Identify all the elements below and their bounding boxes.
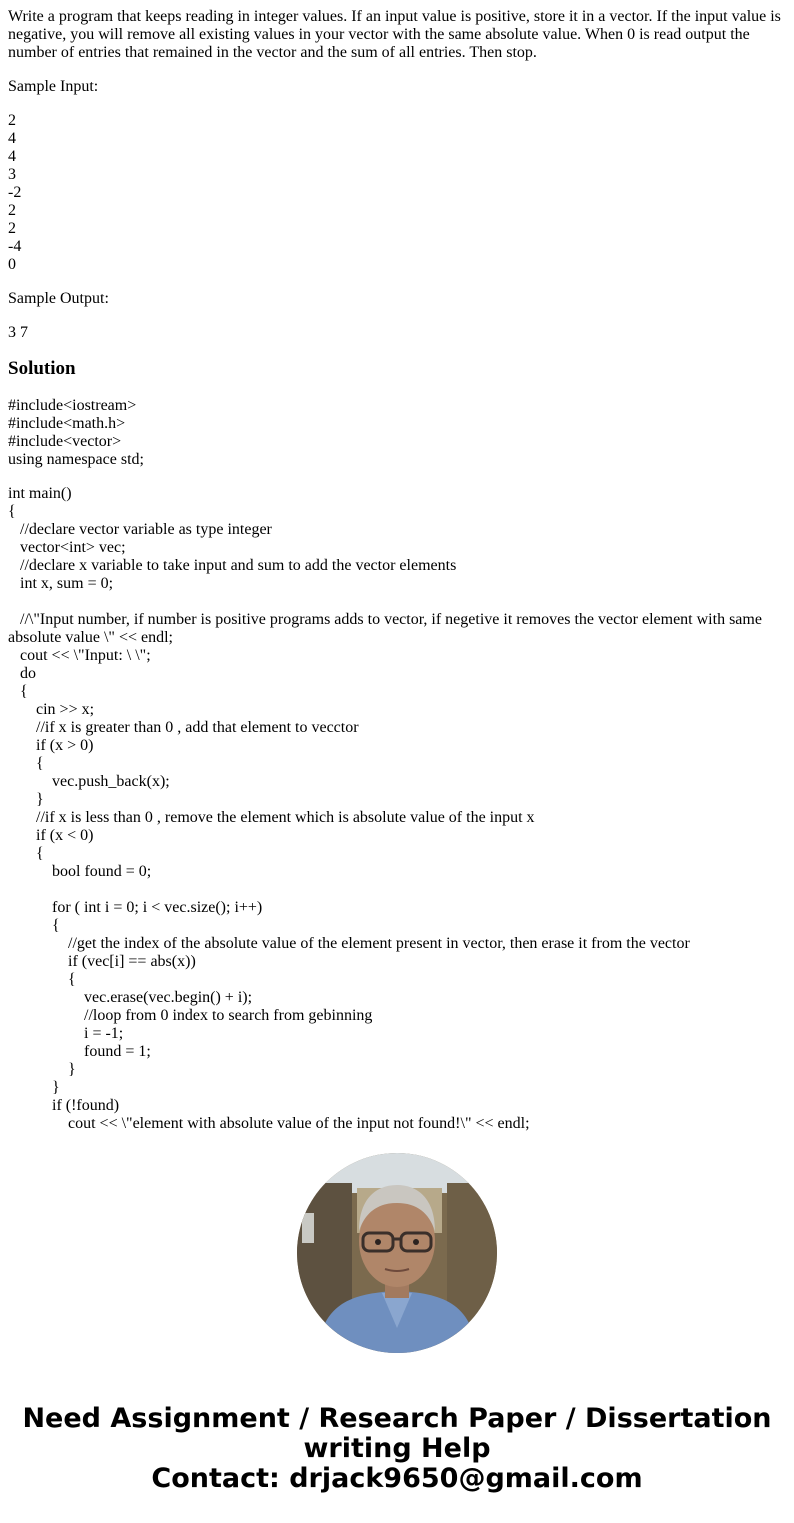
code-line: } [8, 791, 44, 808]
code-line: int x, sum = 0; [8, 575, 114, 592]
code-line: cin >> x; [8, 701, 95, 718]
portrait-photo [297, 1153, 497, 1353]
code-line: //\"Input number, if number is positive programs adds to vector, if negetive it removes the vector element with same absolute value \" << endl; [8, 611, 766, 646]
code-line: vector<int> vec; [8, 539, 126, 556]
sample-input-block [8, 112, 786, 274]
code-line: } [8, 1061, 76, 1078]
sample-input-line: 4 [8, 148, 16, 165]
code-line [8, 593, 786, 611]
sample-input-line: 2 [8, 112, 16, 129]
sample-input-label: Sample Input: [8, 78, 99, 95]
code-line: int main() [8, 485, 72, 502]
sample-input-line: 3 [8, 166, 16, 183]
avatar [297, 1153, 497, 1353]
sample-input-line: 0 [8, 256, 16, 273]
code-line: { [8, 917, 60, 934]
code-line: i = -1; [8, 1025, 124, 1042]
code-line: //if x is less than 0 , remove the element which is absolute value of the input x [8, 809, 535, 826]
code-line: { [8, 755, 44, 772]
code-line: #include<iostream> [8, 397, 137, 414]
code-line: { [8, 971, 76, 988]
code-line: { [8, 683, 28, 700]
document-content [8, 8, 786, 1132]
sample-output: 3 7 [8, 324, 28, 341]
help-text [0, 1404, 794, 1494]
code-line: //loop from 0 index to search from gebinning [8, 1007, 373, 1024]
code-line: for ( int i = 0; i < vec.size(); i++) [8, 899, 263, 916]
sample-input-line: -2 [8, 184, 22, 201]
code-line: if (!found) [8, 1097, 120, 1114]
code-line: #include<vector> [8, 433, 122, 450]
problem-statement: Write a program that keeps reading in integer values. If an input value is positive, store it in a vector. If the input value is negative, you will remove all existing values in your vector with the same absolute value. When 0 is read output the number of entries that remained in the vector and the sum of all entries. Then stop. [8, 8, 781, 61]
sample-input-line: -4 [8, 238, 22, 255]
code-line: if (x < 0) [8, 827, 94, 844]
sample-input-line: 2 [8, 202, 16, 219]
contact-line: Contact: drjack9650@gmail.com [151, 1463, 643, 1494]
code-line: bool found = 0; [8, 863, 152, 880]
sample-input-line: 2 [8, 220, 16, 237]
help-line: writing Help [303, 1433, 491, 1464]
solution-heading: Solution [8, 358, 76, 379]
code-line: using namespace std; [8, 451, 144, 468]
code-line: cout << \"element with absolute value of the input not found!\" << endl; [8, 1115, 530, 1132]
code-line: } [8, 1079, 60, 1096]
code-line: found = 1; [8, 1043, 151, 1060]
code-line: //if x is greater than 0 , add that element to vecctor [8, 719, 359, 736]
code-line: #include<math.h> [8, 415, 126, 432]
code-line: if (vec[i] == abs(x)) [8, 953, 196, 970]
code-line: //declare vector variable as type integer [8, 521, 272, 538]
sample-output-label: Sample Output: [8, 290, 109, 307]
code-line: //get the index of the absolute value of the element present in vector, then erase it from the vector [8, 935, 690, 952]
code-line: cout << \"Input: \ \"; [8, 647, 151, 664]
code-line: { [8, 845, 44, 862]
help-banner [0, 1123, 794, 1523]
code-line [8, 881, 786, 899]
code-line: { [8, 503, 16, 520]
code-block [8, 485, 786, 1133]
code-line: do [8, 665, 36, 682]
code-line: //declare x variable to take input and sum to add the vector elements [8, 557, 457, 574]
includes-block [8, 397, 786, 469]
help-line: Need Assignment / Research Paper / Dissertation [22, 1403, 772, 1434]
code-line: vec.push_back(x); [8, 773, 170, 790]
code-line: if (x > 0) [8, 737, 94, 754]
sample-input-line: 4 [8, 130, 16, 147]
code-line: vec.erase(vec.begin() + i); [8, 989, 253, 1006]
